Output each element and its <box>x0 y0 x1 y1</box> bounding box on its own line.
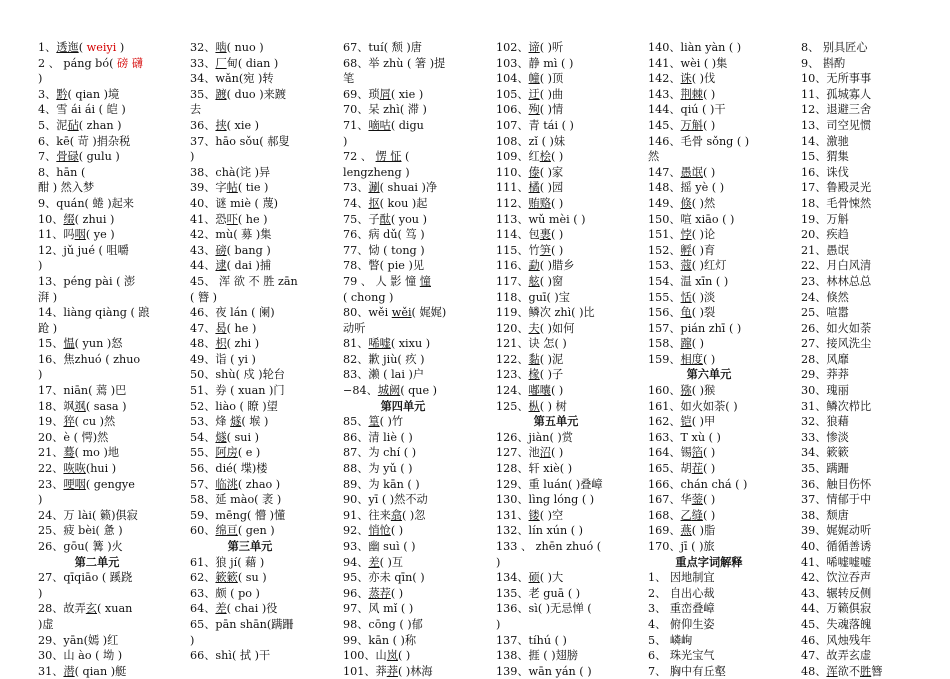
worksheet-line: 18、飒飒( sasa ) <box>38 399 127 413</box>
column-6 <box>801 40 921 679</box>
worksheet-line: 10、无所事事 <box>801 72 872 86</box>
worksheet-line: 48、浑欲不胜簪 <box>801 664 883 678</box>
worksheet-line: 140、liàn yàn ( ) <box>648 41 742 54</box>
worksheet-line: 48、枳( zhi ) <box>190 337 260 351</box>
worksheet-line: 120、夫( )如何 <box>496 321 575 335</box>
worksheet-line: 133 、 zhēn zhuó ( <box>496 540 602 553</box>
worksheet-line: 6、 珠光宝气 <box>648 649 715 663</box>
worksheet-line: 93、幽 suì ( ) <box>343 540 416 553</box>
worksheet-line: 30、瑰丽 <box>801 384 849 398</box>
worksheet-line: 95、亦未 qīn( ) <box>343 571 425 585</box>
worksheet-line: 35、踱( duo )来踱 <box>190 87 286 101</box>
worksheet-line: 15、愠( yun )怒 <box>38 337 123 351</box>
worksheet-line: 38、chà(诧 )异 <box>190 165 271 179</box>
worksheet-line: 149、倏( )然 <box>648 196 716 210</box>
worksheet-line: 45、 浑 欲 不 胜 zān <box>190 274 298 288</box>
worksheet-line: 99、kān ( )称 <box>343 633 417 647</box>
worksheet-line: 91、往来翕( )忽 <box>343 508 426 522</box>
worksheet-line: 64、差( chai )役 <box>190 602 278 616</box>
worksheet-line: 80、wěi wěi( 娓娓) <box>343 306 447 320</box>
worksheet-line: ( 簪 ) <box>190 290 218 304</box>
worksheet-line: 153、蔻( )红灯 <box>648 259 727 273</box>
worksheet-line: 154、温 xīn ( ) <box>648 274 729 288</box>
worksheet-line: 2 、 páng bó( 磅 礴 <box>38 56 143 70</box>
worksheet-line: 1、透迤( weiyi ) <box>38 41 125 54</box>
worksheet-line: 26、gōu( 篝 )火 <box>38 540 123 553</box>
worksheet-line: 53、烽 燧( 堠 ) <box>190 415 269 429</box>
worksheet-line: 41、恐吓( he ) <box>190 212 268 226</box>
worksheet-line: 86、清 liè ( ) <box>343 430 413 444</box>
worksheet-line: 22、咴咴(hui ) <box>38 462 117 476</box>
worksheet-line: 30、山 ào ( 坳 ) <box>38 649 123 663</box>
worksheet-line: 144、qiú ( )干 <box>648 103 726 117</box>
worksheet-line: 73、涮( shuai )净 <box>343 181 438 195</box>
worksheet-line: 152、孵( )育 <box>648 243 716 257</box>
worksheet-line: 34、簌簌 <box>801 446 849 460</box>
worksheet-line: 47、曷( he ) <box>190 321 257 335</box>
worksheet-line: 3、黔( qian )境 <box>38 87 120 101</box>
worksheet-line: 5、 嶙峋 <box>648 633 693 647</box>
section-heading: 第二单元 <box>74 554 120 569</box>
worksheet-line: 136、sì( )无忌惮 ( <box>496 602 592 616</box>
worksheet-line: 24、万 lài( 籁)俱寂 <box>38 508 138 522</box>
worksheet-line: 71、嘀咕( digu <box>343 118 424 132</box>
worksheet-line: 46、夜 lán ( 阑) <box>190 306 275 320</box>
worksheet-line: 7、骨碌( gulu ) <box>38 150 120 164</box>
worksheet-line: 62、簌簌( su ) <box>190 571 267 585</box>
worksheet-line: 167、华蓥( ) <box>648 493 716 507</box>
worksheet-line: 112、贿赂( ) <box>496 196 564 210</box>
worksheet-line: 166、chán chá ( ) <box>648 477 748 491</box>
worksheet-line: 165、胡茬( ) <box>648 462 716 476</box>
worksheet-line: 23、林林总总 <box>801 274 872 288</box>
worksheet-line: ) <box>38 368 43 382</box>
worksheet-line: 130、lìng lóng ( ) <box>496 493 595 507</box>
section-heading: 第六单元 <box>686 367 732 382</box>
worksheet-line: 141、wèi ( )集 <box>648 56 728 70</box>
worksheet-line: 36、触目伤怀 <box>801 477 872 491</box>
worksheet-line: 108、zǐ ( )妹 <box>496 134 566 148</box>
worksheet-line: 169、燕( )脂 <box>648 524 716 538</box>
worksheet-line: 18、毛骨悚然 <box>801 196 872 210</box>
worksheet-line: 139、wān yán ( ) <box>496 664 592 678</box>
worksheet-line: 150、喧 xiāo ( ) <box>648 212 735 226</box>
worksheet-line: 17、鲁殿灵光 <box>801 181 872 195</box>
worksheet-line: 76、病 dǔ( 笃 ) <box>343 228 425 242</box>
worksheet-line: 74、抠( kou )起 <box>343 196 428 210</box>
worksheet-line: 142、诛( )伐 <box>648 72 716 86</box>
worksheet-line: 55、阿房( e ) <box>190 446 261 460</box>
worksheet-line: 21、蓦( mo )地 <box>38 446 120 460</box>
worksheet-line: 11、吗咽( ye ) <box>38 228 115 242</box>
column-3 <box>343 40 463 679</box>
worksheet-line: 6、kē( 苛 )捐杂税 <box>38 134 131 148</box>
worksheet-line: 32、啮( nuo ) <box>190 41 264 54</box>
worksheet-line: 23、哽咽( gengye <box>38 477 135 491</box>
worksheet-line: 9、 斟酌 <box>801 56 846 70</box>
worksheet-line: 酣 ) 然入梦 <box>38 181 95 195</box>
worksheet-line: 85、篁( )竹 <box>343 415 404 429</box>
column-4 <box>496 40 616 679</box>
worksheet-line: 163、T xù ( ) <box>648 430 721 444</box>
worksheet-line: 13、péng pài ( 澎 <box>38 274 136 288</box>
worksheet-line: 49、诣 ( yi ) <box>190 352 256 366</box>
worksheet-line: lengzheng ) <box>343 165 410 179</box>
worksheet-line: ) <box>496 555 501 569</box>
worksheet-line: ( chong ) <box>343 290 394 304</box>
worksheet-line: 2、 自出心裁 <box>648 586 715 600</box>
worksheet-line: 67、tuí( 颓 )唐 <box>343 41 422 54</box>
worksheet-line: 101、莽莽( )林海 <box>343 664 433 678</box>
worksheet-line: 4、 俯仰生姿 <box>648 617 715 631</box>
worksheet-line: 88、为 yǔ ( ) <box>343 462 413 476</box>
worksheet-line: 20、疾趋 <box>801 228 849 242</box>
worksheet-line: ) <box>190 150 195 164</box>
worksheet-line: 25、喧嚣 <box>801 306 849 320</box>
worksheet-line: 36、挟( xie ) <box>190 118 259 132</box>
worksheet-line: 37、情郁于中 <box>801 493 872 507</box>
worksheet-line: 3、 重峦叠嶂 <box>648 602 715 616</box>
worksheet-line: 68、举 zhù ( 箸 )提 <box>343 56 446 70</box>
worksheet-line: 61、狼 jí( 藉 ) <box>190 555 265 569</box>
worksheet-line: 40、谜 miè ( 蔑) <box>190 196 279 210</box>
worksheet-line: 19、猝( cu )然 <box>38 415 116 429</box>
worksheet-line: ) <box>38 259 43 273</box>
worksheet-line: 75、子酞( you ) <box>343 212 427 226</box>
worksheet-line: 19、万斛 <box>801 212 849 226</box>
worksheet-line: 32、狼藉 <box>801 415 849 429</box>
worksheet-line: 34、wǎn(宛 )转 <box>190 72 274 86</box>
worksheet-line: 162、铠( )甲 <box>648 415 716 429</box>
worksheet-line: 15、猬集 <box>801 150 849 164</box>
worksheet-line: 161、如火如荼( ) <box>648 399 738 413</box>
worksheet-line: 动听 <box>343 321 366 335</box>
worksheet-line: 31、潜( qian )艇 <box>38 664 127 678</box>
worksheet-line: 24、倏然 <box>801 290 849 304</box>
worksheet-line: 52、liào ( 瞭 )望 <box>190 399 278 413</box>
worksheet-line: 98、cōng ( )郁 <box>343 617 423 631</box>
worksheet-line: 27、qīqiāo ( 蹊跷 <box>38 571 133 585</box>
worksheet-line: 38、颓唐 <box>801 508 849 522</box>
worksheet-line: 22、月白风清 <box>801 259 872 273</box>
worksheet-line: 124、嘟囔( ) <box>496 384 564 398</box>
worksheet-line: 143、荆棘( ) <box>648 87 716 101</box>
worksheet-line: ) <box>496 617 501 631</box>
worksheet-line: 50、shù( 戍 )轮台 <box>190 368 285 382</box>
worksheet-line: 70、呆 zhì( 滞 ) <box>343 103 427 117</box>
worksheet-line: 42、饮泣吞声 <box>801 571 872 585</box>
worksheet-line: 94、差( )互 <box>343 555 404 569</box>
worksheet-line: 43、辗转反侧 <box>801 586 872 600</box>
worksheet-line: ) <box>38 493 43 507</box>
worksheet-line: 118、guī( )宝 <box>496 290 570 304</box>
worksheet-line: 41、唏嘘嘘嘘 <box>801 555 872 569</box>
worksheet-line: 21、愚氓 <box>801 243 849 257</box>
worksheet-line: 77、恸 ( tong ) <box>343 243 425 257</box>
section-heading: 第三单元 <box>227 539 273 553</box>
worksheet-line: 147、愚氓( ) <box>648 165 716 179</box>
worksheet-line: 42、mù( 募 )集 <box>190 228 272 242</box>
worksheet-line: 43、磅( bang ) <box>190 243 271 257</box>
worksheet-line: 87、为 chí ( ) <box>343 446 417 460</box>
worksheet-line: 135、老 guā ( ) <box>496 586 581 600</box>
worksheet-line: 146、毛骨 sǒng ( ) <box>648 134 750 148</box>
worksheet-line: 137、tíhú ( ) <box>496 633 567 647</box>
worksheet-line: ) <box>190 633 195 647</box>
worksheet-line: 39、字帖( tie ) <box>190 181 269 195</box>
worksheet-line: 131、镂( )空 <box>496 508 564 522</box>
worksheet-line: 27、接风洗尘 <box>801 337 872 351</box>
worksheet-line: 105、迂( )曲 <box>496 87 564 101</box>
worksheet-line: 79 、 人 影 憧 憧 <box>343 274 431 288</box>
worksheet-line: 121、诀 怎( ) <box>496 337 567 351</box>
worksheet-line: 去 <box>190 103 202 117</box>
worksheet-line: 125、枞( ) 树 <box>496 399 567 413</box>
worksheet-line: ) <box>38 72 43 86</box>
worksheet-line: 13、司空见惯 <box>801 118 872 132</box>
worksheet-line: 115、竹笋( ) <box>496 243 564 257</box>
worksheet-line: 33、厂甸( dian ) <box>190 56 279 70</box>
worksheet-line: 92、悄怆( ) <box>343 524 404 538</box>
worksheet-line: 148、摇 yè ( ) <box>648 181 725 195</box>
worksheet-line: 127、池沼( ) <box>496 446 564 460</box>
worksheet-line: 16、诛伐 <box>801 165 849 179</box>
worksheet-line: 8、 别具匠心 <box>801 41 868 54</box>
worksheet-line: 72 、 愣 怔 ( <box>343 150 410 164</box>
worksheet-line: 58、延 mào( 袤 ) <box>190 493 282 507</box>
worksheet-line: 145、万斛( ) <box>648 118 716 132</box>
worksheet-line: ) <box>343 134 348 148</box>
worksheet-line: 湃 ) <box>38 290 58 304</box>
worksheet-line: 159、相度( ) <box>648 352 716 366</box>
worksheet-line: 8、hān ( <box>38 165 86 179</box>
worksheet-line: 14、liàng qiàng ( 踉 <box>38 306 150 320</box>
worksheet-line: 44、逮( dai )捕 <box>190 259 272 273</box>
worksheet-line: 25、疲 bèi( 惫 ) <box>38 524 123 538</box>
worksheet-line: 96、蒸荐( ) <box>343 586 404 600</box>
worksheet-line: 51、券 ( xuan )门 <box>190 384 285 398</box>
worksheet-line: 123、椽( )子 <box>496 368 564 382</box>
worksheet-line: 31、鳞次栉比 <box>801 399 872 413</box>
worksheet-line: 151、悖( )论 <box>648 228 716 242</box>
worksheet-line: 7、 胸中有丘壑 <box>648 664 726 678</box>
worksheet-line: 122、黏( )泥 <box>496 352 564 366</box>
worksheet-line: 33、惨淡 <box>801 430 849 444</box>
worksheet-line: 114、包裹( ) <box>496 228 564 242</box>
worksheet-line: 29、yān(嫣 )红 <box>38 633 119 647</box>
worksheet-line: 113、wǔ mèi ( ) <box>496 212 586 226</box>
worksheet-line: 69、琐屑( xie ) <box>343 87 424 101</box>
worksheet-line: 59、mēng( 懵 )懂 <box>190 508 286 522</box>
worksheet-line: 28、风靡 <box>801 352 849 366</box>
worksheet-line: 66、shì( 拭 )干 <box>190 649 271 663</box>
worksheet-line: 12、退避三舍 <box>801 103 872 117</box>
worksheet-line: 跄 ) <box>38 321 58 335</box>
worksheet-line: 170、jī ( )旅 <box>648 540 715 553</box>
worksheet-line: 37、hāo sǒu( 郝叟 <box>190 134 290 148</box>
worksheet-line: 47、故弄玄虚 <box>801 649 872 663</box>
worksheet-line: 56、dié( 堞)楼 <box>190 462 268 476</box>
section-heading: 第四单元 <box>380 398 426 413</box>
worksheet-line: 83、濑 ( lai )户 <box>343 368 425 382</box>
worksheet-line: 157、pián zhī ( ) <box>648 321 742 335</box>
worksheet-line: 107、青 tái ( ) <box>496 118 574 132</box>
worksheet-line: 116、勐( )腊乡 <box>496 259 575 273</box>
worksheet-line: 104、幢( )顶 <box>496 72 564 86</box>
worksheet-line: 109、红桧( ) <box>496 150 564 164</box>
worksheet-line: 129、重 luán( )叠嶂 <box>496 477 603 491</box>
worksheet-line: 4、雪 ái ái ( 皑 ) <box>38 103 126 117</box>
worksheet-line: 119、鳞次 zhì( )比 <box>496 306 595 320</box>
worksheet-line: 60、绵亘( gen ) <box>190 524 275 538</box>
worksheet-line: 78、瞥( pie )见 <box>343 259 425 273</box>
worksheet-line: 29、莽莽 <box>801 368 849 382</box>
worksheet-line: 128、轩 xiè( ) <box>496 462 573 476</box>
worksheet-line: 40、循循善诱 <box>801 540 872 553</box>
worksheet-line: 11、孤城寡人 <box>801 87 872 101</box>
worksheet-line: )虚 <box>38 617 54 631</box>
worksheet-line: 111、橘( )园 <box>496 181 564 195</box>
worksheet-line: 132、lín xún ( ) <box>496 524 584 538</box>
worksheet-line: 9、quán( 蜷 )起来 <box>38 196 134 210</box>
worksheet-line: 110、傣( )家 <box>496 165 564 179</box>
worksheet-line: 然 <box>648 150 660 164</box>
worksheet-line: 笔 <box>343 72 355 86</box>
worksheet-line: 1、 因地制宜 <box>648 571 715 585</box>
worksheet-line: 155、恬( )淡 <box>648 290 716 304</box>
worksheet-line: 45、失魂落魄 <box>801 617 872 631</box>
section-heading: 第五单元 <box>533 414 579 429</box>
worksheet-line: 57、临洮( zhao ) <box>190 477 281 491</box>
worksheet-line: 160、猕( )猴 <box>648 384 716 398</box>
worksheet-line: ) <box>38 586 43 600</box>
worksheet-line: 82、歉 jiù( 疚 ) <box>343 352 425 366</box>
worksheet-line: 102、谛( )听 <box>496 41 564 54</box>
worksheet-line: 17、niān( 蔫 )巴 <box>38 384 127 398</box>
column-1 <box>38 40 156 679</box>
worksheet-line: 65、pān shān(蹒跚 <box>190 617 294 631</box>
worksheet-line: 100、山岚( ) <box>343 649 411 663</box>
section-heading: 重点字词解释 <box>675 554 743 569</box>
column-5 <box>648 40 770 679</box>
worksheet-line: 103、静 mì ( ) <box>496 56 574 70</box>
worksheet-line: 156、龟( )裂 <box>648 306 716 320</box>
worksheet-line: 28、故弄玄( xuan <box>38 602 133 616</box>
worksheet-line: 106、殉( )情 <box>496 103 564 117</box>
worksheet-line: 12、jǔ jué ( 咀嚼 <box>38 243 129 257</box>
column-2 <box>190 40 310 664</box>
worksheet-line: 54、燧( sui ) <box>190 430 260 444</box>
worksheet-line: 134、硕( )大 <box>496 571 564 585</box>
worksheet-line: 39、娓娓动听 <box>801 524 872 538</box>
worksheet-line: 97、风 mǐ ( ) <box>343 602 414 616</box>
worksheet-line: 138、捱 ( )翅膀 <box>496 649 578 663</box>
worksheet-line: 44、万籁俱寂 <box>801 602 872 616</box>
worksheet-line: 90、yī ( )然不动 <box>343 493 428 507</box>
worksheet-line: 158、蹿( ) <box>648 337 705 351</box>
worksheet-line: 20、è ( 愕)然 <box>38 430 109 444</box>
worksheet-line: 26、如火如荼 <box>801 321 872 335</box>
worksheet-line: 89、为 kān ( ) <box>343 477 420 491</box>
worksheet-line: 168、乙缝( ) <box>648 508 716 522</box>
worksheet-line: 46、风烛残年 <box>801 633 872 647</box>
worksheet-line: 117、舷( )窗 <box>496 274 564 288</box>
worksheet-line: 81、唏嘘( xixu ) <box>343 337 431 351</box>
worksheet-line: 164、锡箔( ) <box>648 446 716 460</box>
worksheet-line: 16、焦zhuó ( zhuo <box>38 352 141 366</box>
worksheet-line: 10、缀( zhui ) <box>38 212 115 226</box>
worksheet-line: −84、城阙( que ) <box>343 384 438 398</box>
worksheet-line: 14、激驰 <box>801 134 849 148</box>
worksheet-line: 5、泥砧( zhan ) <box>38 118 122 132</box>
worksheet-line: 63、颇 ( po ) <box>190 586 260 600</box>
worksheet-line: 35、蹒跚 <box>801 462 849 476</box>
worksheet-line: 126、jiàn( )赏 <box>496 430 573 444</box>
